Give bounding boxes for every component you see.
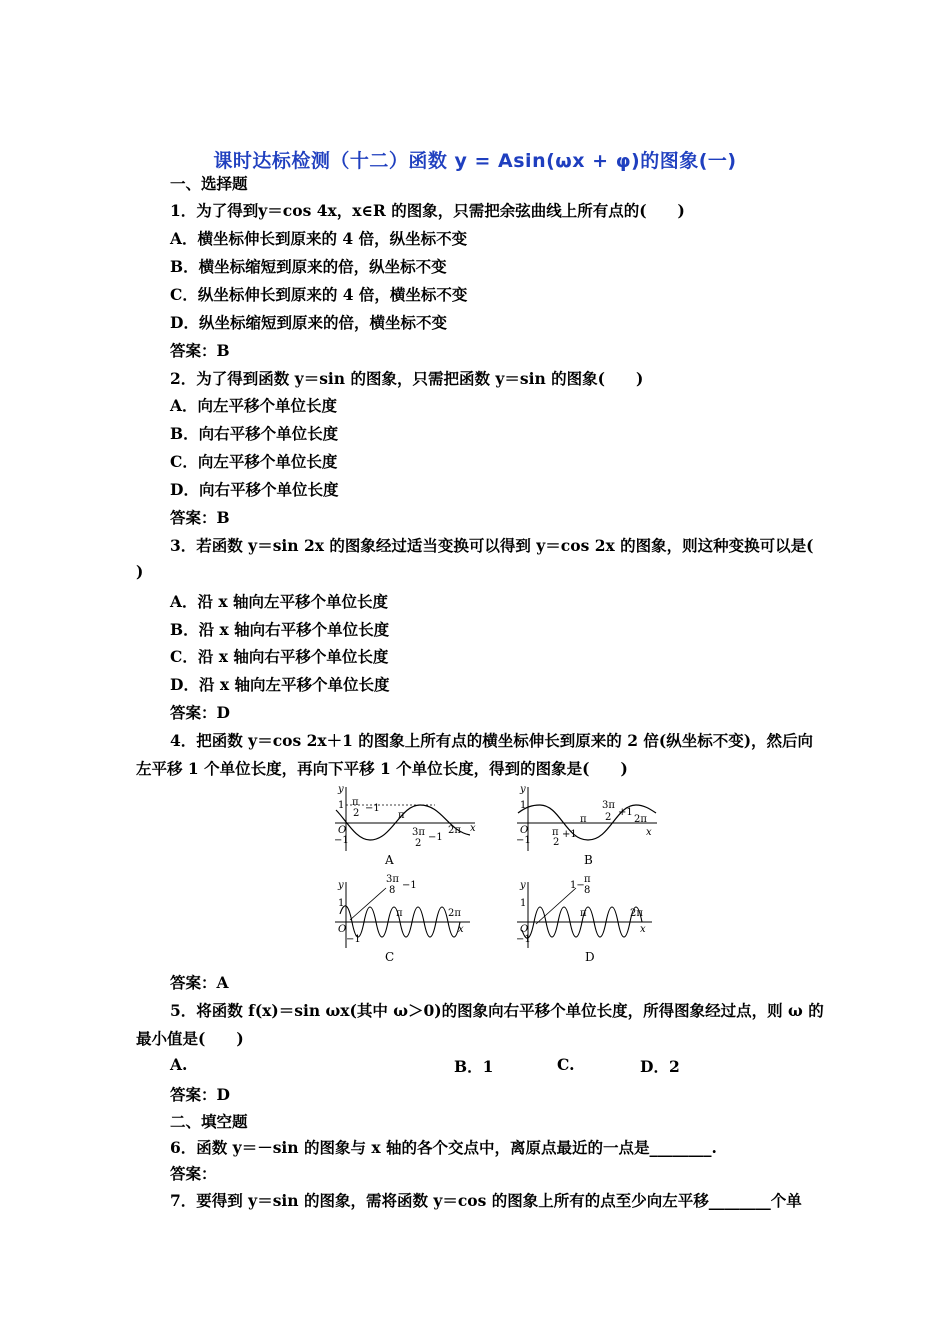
q5-answer: 答案：D <box>170 1085 230 1104</box>
y-label: y <box>338 784 344 795</box>
q2-answer: 答案：B <box>170 508 230 527</box>
tick-neg-one: −1 <box>346 934 361 945</box>
caption-c: C <box>385 950 395 964</box>
x-label: x <box>646 827 652 838</box>
y-label: y <box>520 880 526 891</box>
lbl1-den: 2 <box>553 837 560 848</box>
lbl1-den: 8 <box>584 885 591 896</box>
q3-stem-cont: ) <box>136 562 144 581</box>
lbl3: 3π <box>412 827 425 838</box>
tick-one: 1 <box>338 898 345 909</box>
x-label: x <box>458 924 464 935</box>
q3-answer: 答案：D <box>170 703 230 722</box>
x-label: x <box>470 823 476 834</box>
q4-stem-cont: 左平移 1 个单位长度，再向下平移 1 个单位长度，得到的图象是( ) <box>136 759 628 778</box>
q5-stem: 5．将函数 f(x)＝sin ωx(其中 ω＞0)的图象向右平移个单位长度，所得图象经过点，则 ω 的 <box>170 1001 824 1020</box>
q7-stem: 7．要得到 y＝sin 的图象，需将函数 y＝cos 的图象上所有的点至少向左平移________个单 <box>170 1191 802 1210</box>
section-heading-choice: 一、选择题 <box>170 174 248 193</box>
tick-neg-one: −1 <box>334 835 349 846</box>
q2-option-a: A．向左平移个单位长度 <box>170 396 338 415</box>
lbl2: −1 <box>365 803 380 814</box>
q3-stem: 3．若函数 y＝sin 2x 的图象经过适当变换可以得到 y＝cos 2x 的图象，则这种变换可以是( <box>170 536 814 555</box>
lbl1: π <box>584 874 591 885</box>
lbl2: +1 <box>562 829 577 840</box>
q1-option-b: B．横坐标缩短到原来的倍，纵坐标不变 <box>170 257 447 276</box>
origin-label: O <box>338 825 347 836</box>
origin-label: O <box>520 825 529 836</box>
lbl3: 3π <box>602 800 615 811</box>
q5-option-a: A. <box>170 1055 188 1074</box>
tick-one: 1 <box>520 898 527 909</box>
pi-label: π <box>398 810 405 821</box>
q6-stem: 6．函数 y＝－sin 的图象与 x 轴的各个交点中，离原点最近的一点是________. <box>170 1138 717 1157</box>
graph-b <box>512 783 662 867</box>
caption-b: B <box>584 853 593 867</box>
lbl4: +1 <box>618 807 633 818</box>
lbl1: π <box>352 797 359 808</box>
q6-answer: 答案： <box>170 1164 217 1183</box>
tick-one: 1 <box>338 800 345 811</box>
tick-neg-one: −1 <box>516 934 531 945</box>
q5-option-c: C. <box>557 1055 575 1074</box>
y-label: y <box>520 784 526 795</box>
q1-option-a: A．横坐标伸长到原来的 4 倍，纵坐标不变 <box>170 229 468 248</box>
y-label: y <box>338 880 344 891</box>
tick-one: 1 <box>520 800 527 811</box>
origin-label: O <box>338 924 347 935</box>
q3-option-d: D．沿 x 轴向左平移个单位长度 <box>170 675 390 694</box>
pointer-line <box>350 888 386 920</box>
q5-option-d: D．2 <box>640 1057 680 1076</box>
lbl0: 1− <box>570 880 585 891</box>
two-pi-label: 2π <box>634 814 647 825</box>
graph-a <box>330 783 480 867</box>
lbl3-den: 2 <box>605 812 612 823</box>
tick-neg-one: −1 <box>516 835 531 846</box>
q1-option-c: C．纵坐标伸长到原来的 4 倍，横坐标不变 <box>170 285 468 304</box>
origin-label: O <box>520 924 529 935</box>
caption-d: D <box>585 950 595 964</box>
section-heading-fill: 二、填空题 <box>170 1112 248 1131</box>
q1-option-d: D．纵坐标缩短到原来的倍，横坐标不变 <box>170 313 447 332</box>
q3-option-a: A．沿 x 轴向左平移个单位长度 <box>170 592 389 611</box>
lbl1-den: 2 <box>353 808 360 819</box>
caption-a: A <box>385 853 394 867</box>
lbl1-den: 8 <box>389 885 396 896</box>
q4-answer: 答案：A <box>170 973 229 992</box>
q5-option-b: B．1 <box>454 1057 494 1076</box>
q3-option-b: B．沿 x 轴向右平移个单位长度 <box>170 620 390 639</box>
q2-option-d: D．向右平移个单位长度 <box>170 480 339 499</box>
lbl2: −1 <box>402 880 417 891</box>
q1-answer: 答案：B <box>170 341 230 360</box>
pi-label: π <box>396 908 403 919</box>
two-pi-label: 2π <box>630 908 643 919</box>
lbl1: 3π <box>386 874 399 885</box>
pi-label: π <box>580 814 587 825</box>
two-pi-label: 2π <box>448 908 461 919</box>
q4-stem: 4．把函数 y＝cos 2x＋1 的图象上所有点的横坐标伸长到原来的 2 倍(纵坐标不变)，然后向 <box>170 731 814 750</box>
q2-option-b: B．向右平移个单位长度 <box>170 424 339 443</box>
lbl4: −1 <box>428 832 443 843</box>
lbl3-den: 2 <box>415 838 422 849</box>
page-title: 课时达标检测（十二）函数 y = Asin(ωx + φ)的图象(一) <box>213 150 737 172</box>
graph-d <box>512 872 662 964</box>
q2-option-c: C．向左平移个单位长度 <box>170 452 338 471</box>
q2-stem: 2．为了得到函数 y＝sin 的图象，只需把函数 y＝sin 的图象( ) <box>170 369 644 388</box>
q5-stem-cont: 最小值是( ) <box>136 1029 244 1048</box>
x-label: x <box>640 924 646 935</box>
q1-stem: 1．为了得到y＝cos 4x，x∈R 的图象，只需把余弦曲线上所有点的( ) <box>170 201 685 220</box>
q3-option-c: C．沿 x 轴向右平移个单位长度 <box>170 647 389 666</box>
two-pi-label: 2π <box>448 825 461 836</box>
pi-label: π <box>580 908 587 919</box>
graph-c <box>330 872 480 964</box>
pointer-line <box>536 888 576 924</box>
lbl1: π <box>552 827 559 838</box>
